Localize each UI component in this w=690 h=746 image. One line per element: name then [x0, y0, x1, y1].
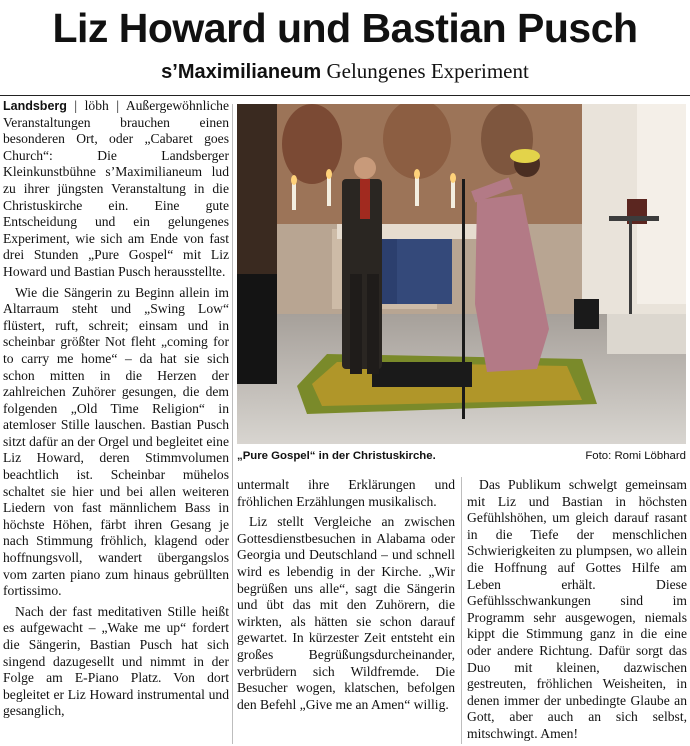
column-divider — [461, 477, 462, 744]
headline: Liz Howard und Bastian Pusch — [52, 5, 638, 51]
paragraph: Nach der fast meditativen Stille heißt es aufgewacht – „Wake me up“ fordert die Sängerin, Bastian Pusch hat sich singend dazugesellt und nimmt in der Folge am E-Piano Platz. Von dort begleitet er Liz Howard instrumental und gesanglich, — [3, 603, 229, 719]
photo-credit: Foto: Romi Löbhard — [585, 450, 686, 462]
lead-text: | löbh | Außergewöhnliche Veranstaltungen brauchen einen besonderen Ort, oder „Cabaret goes Church“: Die Landsberger Kleinkunstbühne s’Maximilianeum lud zu ihrer jüngsten Veranstaltung in die Christuskirche ein. Eine gute Entscheidung und ein gelungenes Experiment, wie sich am Ende von fast drei Stunden „Pure Gospel“ mit Liz Howard und Bastian Pusch herausstellte. — [3, 98, 229, 279]
text-column-2 — [237, 477, 455, 713]
column-divider — [232, 104, 233, 744]
text-column-1 — [3, 98, 229, 720]
paragraph: untermalt ihre Erklärungen und fröhlichen Erzählungen musikalisch. — [237, 477, 455, 509]
dateline-place: Landsberg — [3, 99, 67, 113]
photo-caption-row — [237, 447, 686, 465]
paragraph-lead — [3, 98, 229, 281]
paragraph: Das Publikum schwelgt gemeinsam mit Liz und Bastian in höchsten Gefühlshöhen, um gleich darauf rasant in die Tiefe der menschlichen Schwierigkeiten zu plumpsen, wo allein die Hoffnung auf Gottes Hilfe am Leben erhält. Diese Gefühlsschwankungen sind im Programm sehr ausgewogen, niemals kippt die Stimmung ganz in die eine oder andere Richtung. Dafür sorgt das Duo mit kleinen, dazwischen gestreuten, fröhlichen Weisheiten, in denen immer der unbedingte Glaube an Gott, aber auch an sich selbst, mitschwingt. Amen! — [467, 477, 687, 741]
subhead-venue: s’Maximilianeum — [161, 61, 322, 83]
concert-photo — [237, 104, 686, 444]
paragraph: Wie die Sängerin zu Beginn allein im Altarraum steht und „Swing Low“ flüstert, ruft, schreit; einsam und in scheinbar größter Not fleht „coming for to carry me home“ – da hat sie sich schon mitten in die Herzen der zahlreichen Zuhörer gesungen, die dem folgenden „Old Time Religion“ in atemloser Stille lauschen. Bastian Pusch sitzt dafür an der Orgel und begleitet eine Liz Howard, deren Stimmvolumen beachtlich ist. Scheinbar mühelos schaltet sie hier und bei allen weiteren Liedern von fast männlichem Bass in höchste Höhen, färbt ihren Gesang je nach Stimmung fröhlich, klagend oder hoffnungsvoll, wandert übergangslos vom zarten piano zum hinaus gebrüllten fortissimo. — [3, 284, 229, 599]
top-rule — [0, 95, 690, 96]
paragraph: Liz stellt Vergleiche an zwischen Gottesdienstbesuchen in Alabama oder Georgia und Deutschland – und schnell wird es lebendig in der Kirche. „Wir begrüßen uns alle“, sagt die Sängerin und übt das mit den Zuhörern, die wirkten, als hätten sie schon darauf gewartet. In kürzester Zeit entsteht ein großes Begrüßungsdurcheinander, verbrüdern sich Wildfremde. Die Besucher wogen, klatschen, befolgen den Befehl „Give me an Amen“ willig. — [237, 514, 455, 712]
subheadline — [0, 56, 690, 86]
photo-caption: „Pure Gospel“ in der Christuskirche. — [237, 450, 436, 462]
church-concert-image — [237, 104, 686, 444]
subhead-tagline: Gelungenes Experiment — [321, 59, 529, 83]
text-column-3 — [467, 477, 687, 743]
